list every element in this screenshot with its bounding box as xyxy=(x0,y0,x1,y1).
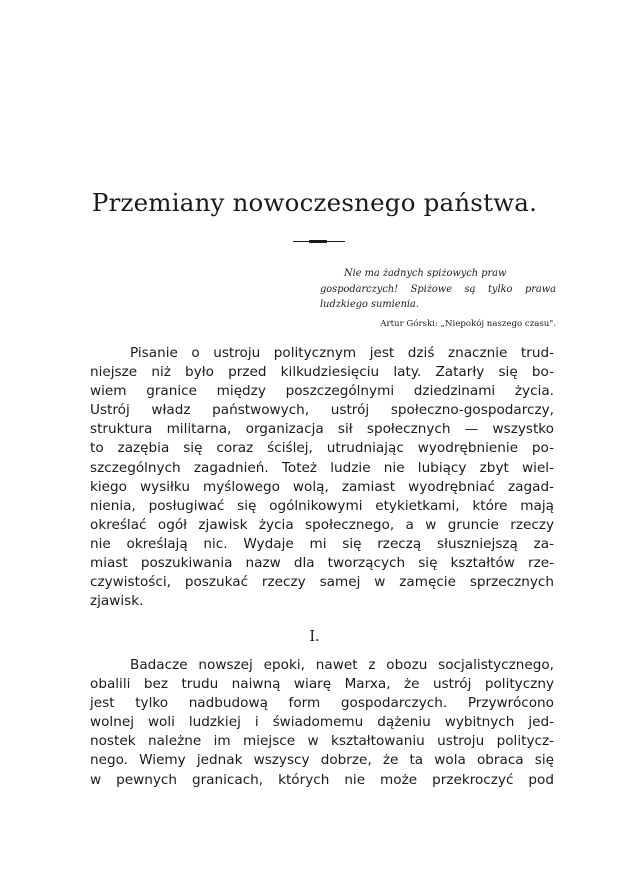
epigraph-line: Nie ma żadnych spiżowych praw xyxy=(344,268,507,279)
text-line: miast poszukiwania nazw dla tworzących się kształtów rze- xyxy=(90,555,554,572)
text-line: struktura militarna, organizacja sił społecznych — wszystko xyxy=(90,421,554,438)
body-paragraph-2 xyxy=(90,656,554,790)
epigraph-line: gospodarczych! Spiżowe są tylko prawa xyxy=(320,283,556,295)
text-line: Badacze nowszej epoki, nawet z obozu socjalistycznego, xyxy=(130,657,554,673)
text-line: obalili bez trudu naiwną wiarę Marxa, że ustrój polityczny xyxy=(90,676,554,693)
text-line: czywistości, poszukać rzeczy samej w zamęcie sprzecznych xyxy=(90,574,554,591)
epigraph-attribution: Artur Górski: „Niepokój naszego czasu". xyxy=(380,319,556,329)
chapter-title: Przemiany nowoczesnego państwa. xyxy=(91,188,538,217)
text-line: jest tylko nadbudową form gospodarczych. Przywrócono xyxy=(90,695,554,712)
text-line: zjawisk. xyxy=(90,593,144,610)
text-line: nostek należne im miejsce w kształtowaniu ustroju politycz- xyxy=(90,733,554,750)
epigraph xyxy=(320,266,556,313)
section-number: I. xyxy=(309,629,320,645)
text-line: kiego wysiłku myślowego wolą, zamiast wyodrębniać zagad- xyxy=(90,478,554,495)
text-line: określać ogół zjawisk życia społecznego, a w gruncie rzeczy xyxy=(90,516,554,533)
text-line: nego. Wiemy jednak wszyscy dobrze, że ta wola obraca się xyxy=(90,752,554,769)
body-paragraph-1 xyxy=(90,344,554,611)
text-line: w pewnych granicach, których nie może przekroczyć pod xyxy=(90,771,554,788)
text-line: nienia, posługiwać się ogólnikowymi etykietkami, które mają xyxy=(90,497,554,514)
text-line: to zazębia się coraz ściślej, utrudniając wyodrębnienie po- xyxy=(90,440,554,457)
text-line: nie określają nic. Wydaje mi się rzeczą słuszniejszą za- xyxy=(90,535,554,552)
title-ornament-rule xyxy=(293,241,345,242)
text-line: wolnej woli ludzkiej i świadomemu dążeniu wybitnych jed- xyxy=(90,714,554,731)
text-line: szczególnych zagadnień. Toteż ludzie nie lubiący zbyt wiel- xyxy=(90,459,554,476)
text-line: niejsze niż było przed kilkudziesięciu laty. Zatarły się bo- xyxy=(90,364,554,381)
epigraph-line: ludzkiego sumienia. xyxy=(320,299,419,310)
text-line: wiem granice między poszczególnymi dziedzinami życia. xyxy=(90,383,554,400)
text-line: Ustrój władz państwowych, ustrój społeczno-gospodarczy, xyxy=(90,402,554,419)
text-line: Pisanie o ustroju politycznym jest dziś znacznie trud- xyxy=(130,345,554,361)
